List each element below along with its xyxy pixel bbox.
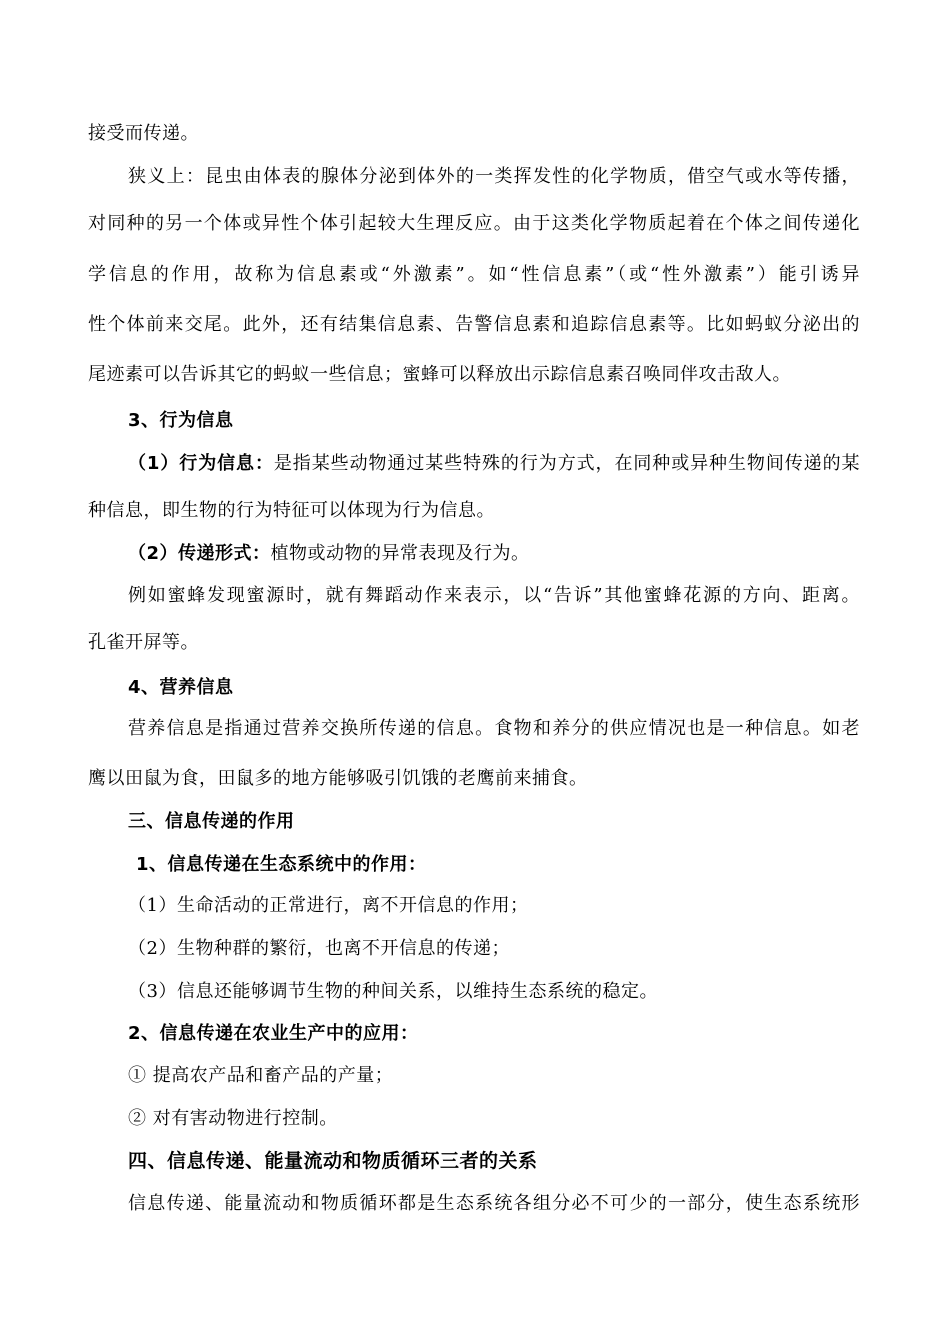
term-label: （1）行为信息： [128, 453, 274, 474]
body-text-line: 例如蜜蜂发现蜜源时，就有舞蹈动作来表示，以“告诉”其他蜜蜂花源的方向、距离。 [128, 585, 860, 606]
list-item: （2）生物种群的繁衍，也离不开信息的传递； [128, 938, 510, 959]
subsection-heading: 2、信息传递在农业生产中的应用： [128, 1023, 419, 1044]
body-text-line: 接受而传递。 [88, 123, 199, 144]
section-heading: 4、营养信息 [128, 677, 234, 698]
body-text-line: 信息传递、能量流动和物质循环都是生态系统各组分必不可少的一部分，使生态系统形 [128, 1193, 860, 1214]
list-item: （3）信息还能够调节生物的种间关系，以维持生态系统的稳定。 [128, 981, 658, 1002]
term-text: 是指某些动物通过某些特殊的行为方式，在同种或异种生物间传递的某 [273, 453, 860, 474]
list-item: ① 提高农产品和畜产品的产量； [128, 1065, 394, 1086]
body-text-line: 鹰以田鼠为食，田鼠多的地方能够吸引饥饿的老鹰前来捕食。 [88, 768, 588, 789]
body-text-line: 对同种的另一个体或异性个体引起较大生理反应。由于这类化学物质起着在个体之间传递化 [88, 213, 860, 234]
subsection-heading: 1、信息传递在生态系统中的作用： [136, 854, 427, 875]
paragraph-line [128, 542, 530, 566]
body-text-line: 性个体前来交尾。此外，还有结集信息素、告警信息素和追踪信息素等。比如蚂蚁分泌出的 [88, 314, 860, 335]
body-text-line: 学信息的作用，故称为信息素或“外激素”。如“性信息素”（或“性外激素”）能引诱异 [88, 264, 860, 285]
section-heading: 3、行为信息 [128, 410, 234, 431]
paragraph-line [128, 452, 860, 476]
term-label: （2）传递形式： [128, 543, 271, 564]
body-text-line: 种信息，即生物的行为特征可以体现为行为信息。 [88, 500, 495, 521]
body-text-line: 孔雀开屏等。 [88, 632, 199, 653]
list-item: ② 对有害动物进行控制。 [128, 1108, 338, 1129]
list-item: （1）生命活动的正常进行，离不开信息的作用； [128, 895, 529, 916]
term-text: 植物或动物的异常表现及行为。 [270, 543, 530, 564]
body-text-line: 狭义上：昆虫由体表的腺体分泌到体外的一类挥发性的化学物质，借空气或水等传播， [128, 166, 860, 187]
body-text-line: 营养信息是指通过营养交换所传递的信息。食物和养分的供应情况也是一种信息。如老 [128, 718, 860, 739]
section-heading: 三、信息传递的作用 [128, 811, 295, 832]
body-text-line: 尾迹素可以告诉其它的蚂蚁一些信息；蜜蜂可以释放出示踪信息素召唤同伴攻击敌人。 [88, 364, 791, 385]
section-heading: 四、信息传递、能量流动和物质循环三者的关系 [128, 1150, 538, 1172]
